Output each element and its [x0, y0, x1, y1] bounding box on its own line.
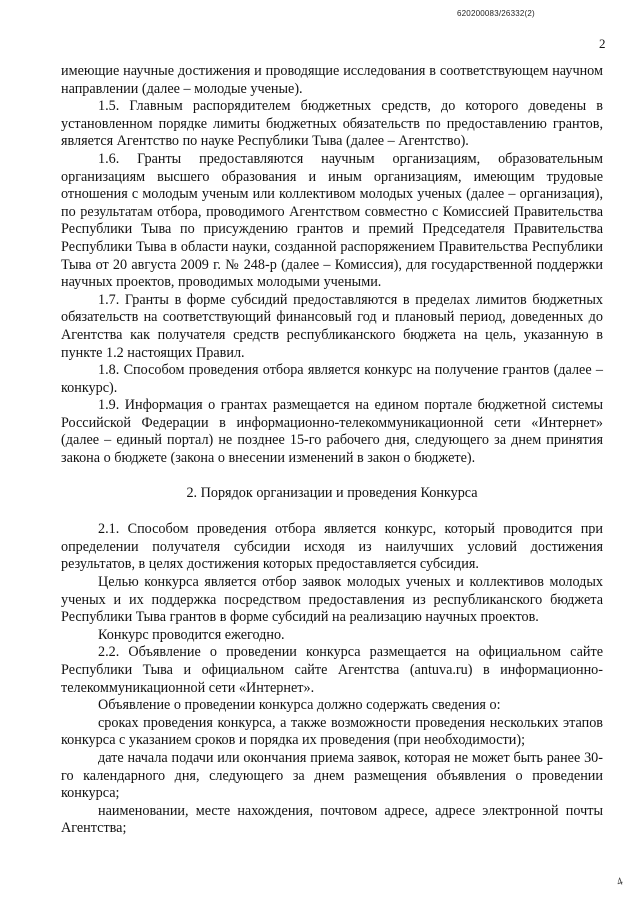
list-item-agency-details: наименовании, месте нахождения, почтовом адресе, адресе электронной почты Агентства;: [61, 802, 603, 837]
list-item-dates: дате начала подачи или окончания приема заявок, которая не может быть ранее 30-го календарного дня, следующего за днем размещения объявления о проведении конкурса;: [61, 749, 603, 802]
paragraph-1-6: 1.6. Гранты предоставляются научным организациям, образовательным организациям высшего образования и иным организациям, имеющим трудовые отношения с молодым ученым или коллективом молодых ученых (далее – организация), по результатам отбора, проводимого Агентством совместно с Комиссией Правительства Республики Тыва по присуждению грантов и премий Председателя Правительства Республики Тыва в области науки, созданной распоряжением Правительства Республики Тыва от 20 августа 2009 г. № 248-р (далее – Комиссия), для государственной поддержки научных проектов, проводимых молодыми учеными.: [61, 150, 603, 291]
paragraph-2-1: 2.1. Способом проведения отбора является конкурс, который проводится при определении получателя субсидии исходя из наилучших условий достижения результатов, в целях достижения которых предоставляется субсидия.: [61, 521, 603, 573]
section-heading: 2. Порядок организации и проведения Конкурса: [186, 484, 478, 501]
document-body: [61, 63, 603, 838]
paragraph-2-2: 2.2. Объявление о проведении конкурса размещается на официальном сайте Республики Тыва и официальном сайте Агентства (antuva.ru) в информационно-телекоммуникационной сети «Интернет».: [61, 644, 603, 696]
paragraph-1-7: 1.7. Гранты в форме субсидий предоставляются в пределах лимитов бюджетных обязательств на соответствующий финансовый год и плановый период, доведенных до Агентства как получателя средств республиканского бюджета на цель, указанную в пункте 1.2 настоящих Правил.: [61, 291, 603, 361]
handwritten-mark: 4: [615, 875, 625, 889]
paragraph-annual: Конкурс проводится ежегодно.: [98, 626, 285, 643]
paragraph-continuation: имеющие научные достижения и проводящие исследования в соответствующем научном направлении (далее – молодые ученые).: [61, 63, 603, 97]
document-id: 620200083/26332(2): [457, 9, 535, 18]
paragraph-contest-goal: Целью конкурса является отбор заявок молодых ученых и коллективов молодых ученых и их поддержка посредством предоставления из республиканского бюджета Республики Тыва грантов в форме субсидий на реализацию научных проектов.: [61, 574, 603, 626]
paragraph-1-5: 1.5. Главным распорядителем бюджетных средств, до которого доведены в установленном порядке лимиты бюджетных обязательств по предоставлению грантов, является Агентство по науке Республики Тыва (далее – Агентство).: [61, 98, 603, 150]
paragraph-1-8: 1.8. Способом проведения отбора является конкурс на получение грантов (далее – конкурс).: [61, 362, 603, 396]
paragraph-announcement-intro: Объявление о проведении конкурса должно содержать сведения о:: [98, 697, 501, 714]
page-number: 2: [599, 36, 606, 51]
paragraph-1-9: 1.9. Информация о грантах размещается на едином портале бюджетной системы Российской Федерации в информационно-телекоммуникационной сети «Интернет» (далее – единый портал) не позднее 15-го рабочего дня, следующего за днем принятия закона о бюджете (закона о внесении изменений в закон о бюджете).: [61, 397, 603, 467]
list-item-terms: сроках проведения конкурса, а также возможности проведения нескольких этапов конкурса с указанием сроков и порядка их проведения (при необходимости);: [61, 714, 603, 749]
